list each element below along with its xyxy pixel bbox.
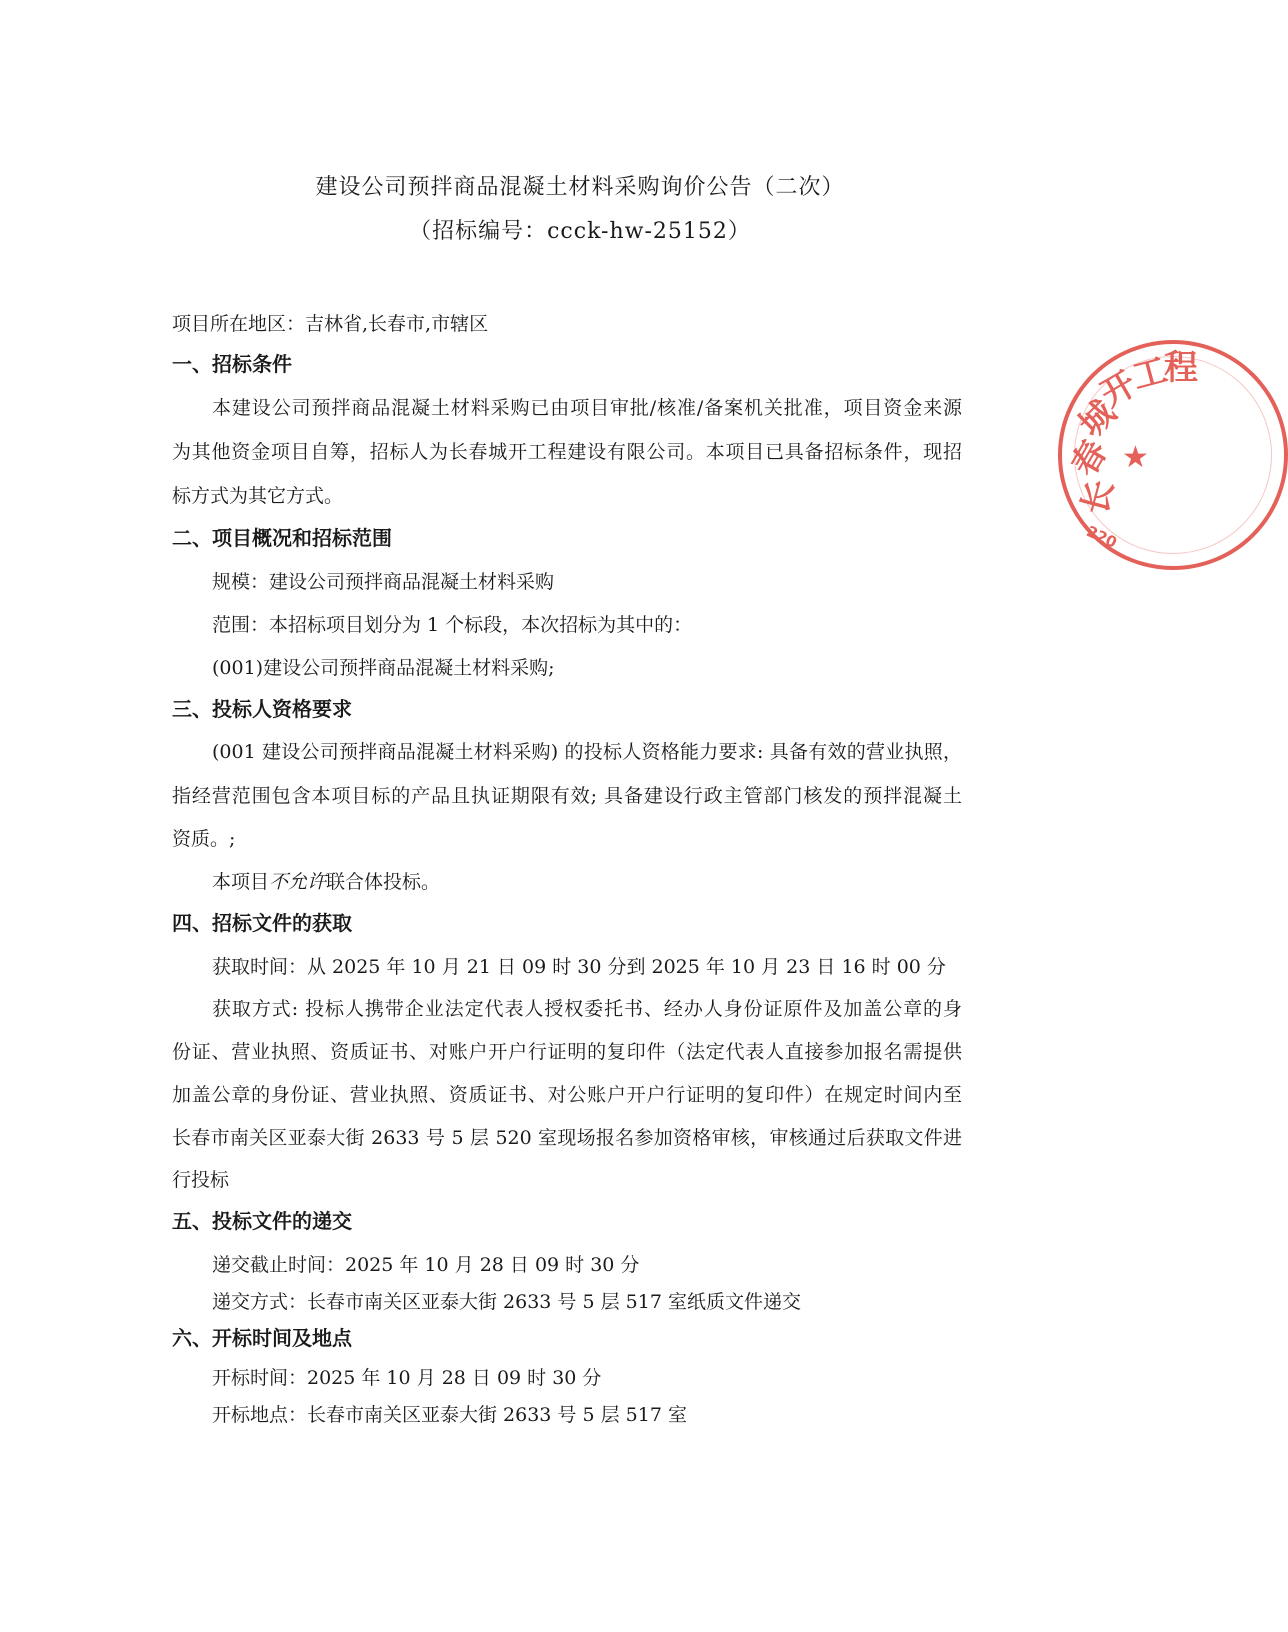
section-3-heading: 三、投标人资格要求 xyxy=(172,697,352,721)
project-scope: 范围：本招标项目划分为 1 个标段，本次招标为其中的： xyxy=(212,614,693,636)
acquisition-method-line: 行投标 xyxy=(172,1169,230,1191)
section-3-paragraph-line: (001 建设公司预拌商品混凝土材料采购) 的投标人资格能力要求: 具备有效的营业执照， xyxy=(212,741,962,763)
submission-deadline: 递交截止时间：2025 年 10 月 28 日 09 时 30 分 xyxy=(212,1254,640,1276)
seal-char: 工 xyxy=(1128,350,1172,398)
section-3-paragraph-line: 指经营范围包含本项目标的产品且执证期限有效; 具备建设行政主管部门核发的预拌混凝土 xyxy=(172,785,962,807)
acquisition-method-line: 加盖公章的身份证、营业执照、资质证书、对公账户开户行证明的复印件）在规定时间内至 xyxy=(172,1084,962,1106)
consortium-statement xyxy=(212,870,962,894)
seal-star-icon: ★ xyxy=(1122,440,1149,475)
section-5-heading: 五、投标文件的递交 xyxy=(172,1209,352,1233)
project-scale: 规模：建设公司预拌商品混凝土材料采购 xyxy=(212,571,555,593)
section-1-heading: 一、招标条件 xyxy=(172,352,292,376)
acquisition-method-line: 份证、营业执照、资质证书、对账户开户行证明的复印件（法定代表人直接参加报名需提供 xyxy=(172,1041,962,1063)
section-2-heading: 二、项目概况和招标范围 xyxy=(172,526,392,550)
section-4-heading: 四、招标文件的获取 xyxy=(172,911,352,935)
section-6-heading: 六、开标时间及地点 xyxy=(172,1326,352,1350)
acquisition-method-line: 长春市南关区亚泰大街 2633 号 5 层 520 室现场报名参加资格审核，审核通过后获取文件进 xyxy=(172,1127,962,1149)
submission-method: 递交方式：长春市南关区亚泰大街 2633 号 5 层 517 室纸质文件递交 xyxy=(212,1291,801,1313)
document-title: 建设公司预拌商品混凝土材料采购询价公告（二次） xyxy=(315,175,845,200)
section-1-paragraph-line: 标方式为其它方式。 xyxy=(172,485,344,507)
acquisition-method-line: 获取方式: 投标人携带企业法定代表人授权委托书、经办人身份证原件及加盖公章的身 xyxy=(212,998,962,1020)
seal-char: 春 xyxy=(1064,433,1116,483)
acquisition-time: 获取时间：从 2025 年 10 月 21 日 09 时 30 分到 2025 年 10 月 23 日 16 时 00 分 xyxy=(212,956,946,978)
seal-char: 城 xyxy=(1071,392,1124,446)
consortium-suffix: 联合体投标。 xyxy=(326,871,441,893)
seal-char: 程 xyxy=(1164,348,1198,388)
section-1-paragraph-line: 为其他资金项目自筹，招标人为长春城开工程建设有限公司。本项目已具备招标条件，现招 xyxy=(172,441,962,463)
opening-time: 开标时间：2025 年 10 月 28 日 09 时 30 分 xyxy=(212,1367,602,1389)
consortium-not-allowed: 不允许 xyxy=(269,871,327,893)
seal-char: 长 xyxy=(1074,475,1123,520)
company-seal-stamp xyxy=(1058,340,1288,570)
lot-item: (001)建设公司预拌商品混凝土材料采购; xyxy=(212,657,555,679)
consortium-prefix: 本项目 xyxy=(212,871,270,893)
section-3-paragraph-line: 资质。; xyxy=(172,828,236,850)
section-1-paragraph-line: 本建设公司预拌商品混凝土材料采购已由项目审批/核准/备案机关批准，项目资金来源 xyxy=(212,397,962,419)
tender-number: （招标编号：ccck-hw-25152） xyxy=(409,219,751,244)
seal-number: 220 xyxy=(1083,522,1120,552)
opening-place: 开标地点：长春市南关区亚泰大街 2633 号 5 层 517 室 xyxy=(212,1404,687,1426)
project-location: 项目所在地区：吉林省,长春市,市辖区 xyxy=(172,313,489,335)
seal-char: 开 xyxy=(1094,363,1144,416)
